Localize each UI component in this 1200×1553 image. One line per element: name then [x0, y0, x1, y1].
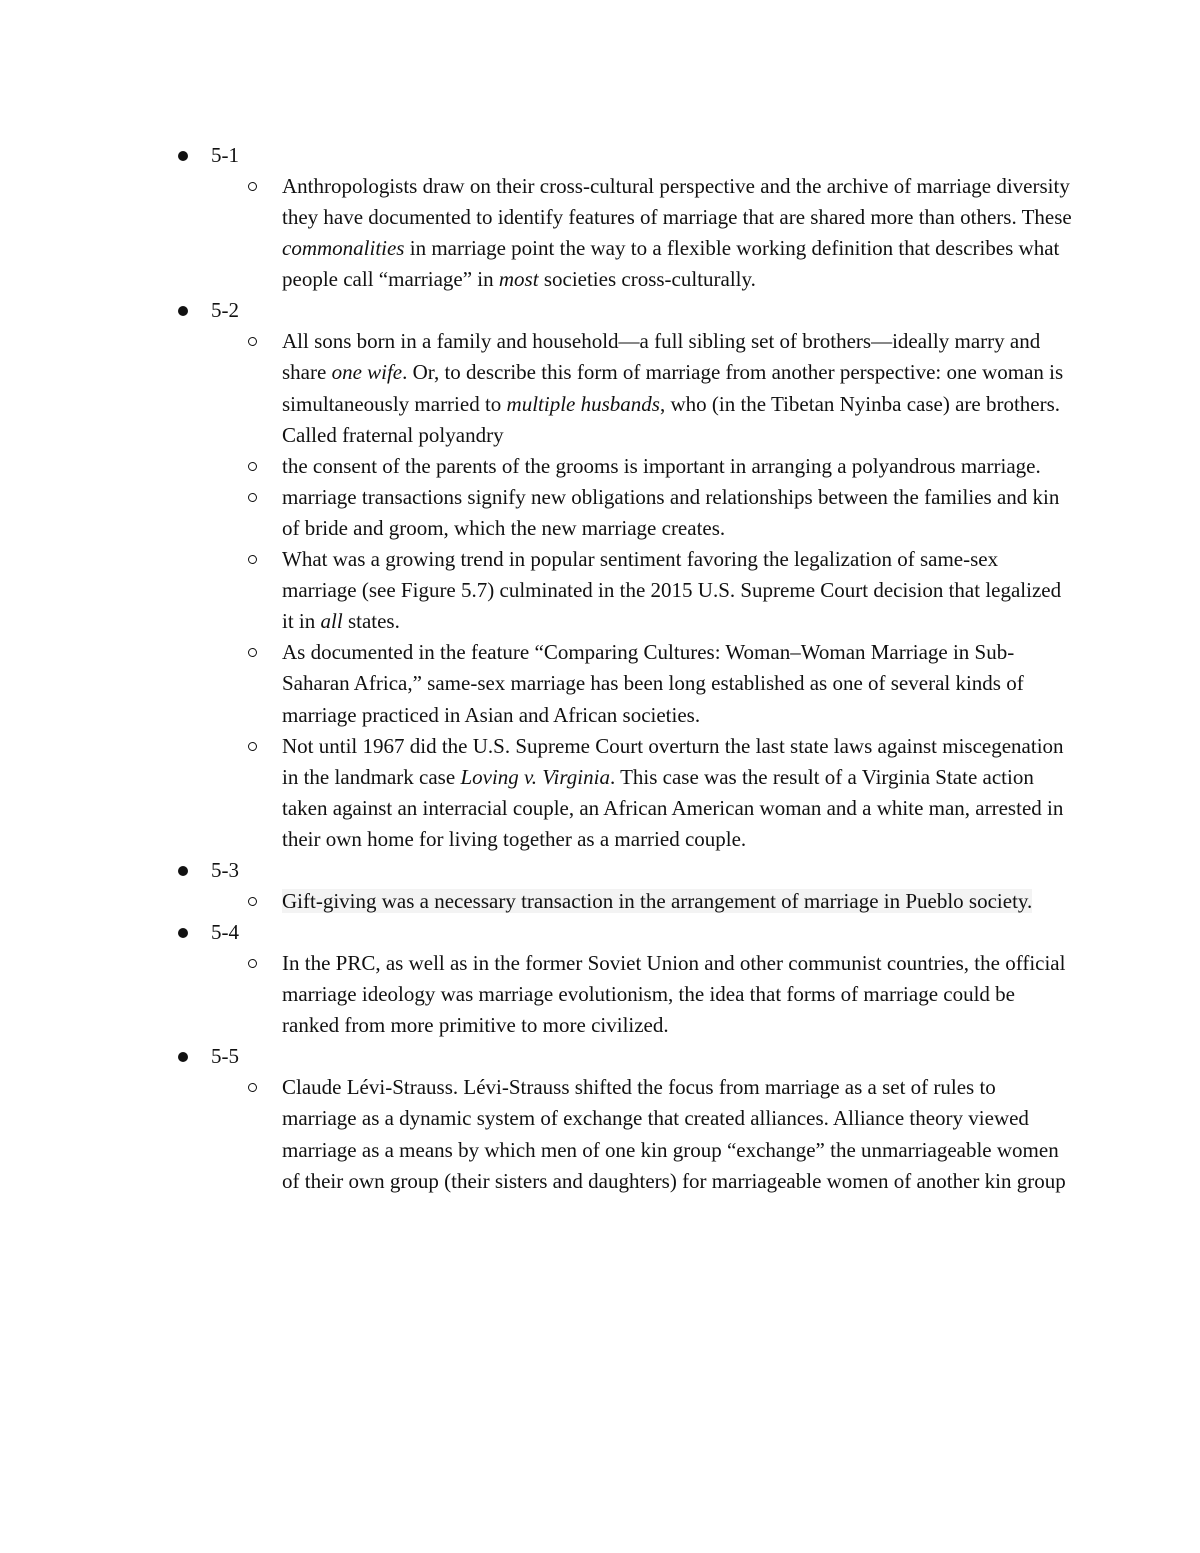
text-run: , who (in the Tibetan Nyinba case) are brothers. Called fraternal polyandry	[282, 391, 1061, 447]
text-run: Anthropologists draw on their cross-cultural perspective and the archive of marriage diversity they have documented to identify features of marriage that are shared more than others. These	[282, 174, 1072, 230]
outline-section	[0, 855, 1200, 917]
hollow-bullet-icon	[248, 182, 257, 191]
text-run: Claude Lévi-Strauss. Lévi-Strauss shifted the focus from marriage as a set of rules to marriage as a dynamic system of exchange that created alliances. Alliance theory viewed marriage as a means by which men of one kin group “exchange” the unmarriageable women of their own group (their sisters and daughters) for marriageable women of another kin group	[282, 1075, 1066, 1193]
outline-section	[0, 140, 1200, 295]
italic-text: commonalities	[282, 236, 405, 261]
text-run: As documented in the feature “Comparing Cultures: Woman–Woman Marriage in Sub-Saharan Africa,” same-sex marriage has been long established as one of several kinds of marriage practiced in Asian and African societies.	[282, 640, 1024, 727]
section-label: 5-4	[211, 920, 239, 945]
outline-sub-item	[0, 731, 1072, 855]
filled-bullet-icon	[178, 151, 188, 161]
sub-item-text	[282, 948, 1072, 1041]
italic-text: most	[498, 267, 539, 292]
outline-section	[0, 295, 1200, 855]
text-run: in marriage point the way to a flexible working definition that describes what people call “marriage” in	[282, 236, 1060, 292]
outline-sub-item	[0, 886, 1072, 917]
hollow-bullet-icon	[248, 648, 257, 657]
hollow-bullet-icon	[248, 742, 257, 751]
italic-text: all	[320, 609, 343, 634]
sub-item-text	[282, 886, 1072, 917]
text-run: states.	[342, 609, 400, 634]
section-heading	[0, 1041, 1200, 1072]
outline-sub-item	[0, 171, 1072, 295]
text-run: . Or, to describe this form of marriage from another perspective: one woman is simultaneously married to	[282, 360, 1064, 416]
section-label: 5-1	[211, 143, 239, 167]
text-run: Gift-giving was a necessary transaction in the arrangement of marriage in Pueblo society.	[282, 888, 1033, 913]
sub-item-text	[282, 1072, 1072, 1196]
section-heading	[0, 295, 1200, 326]
outline-section	[0, 917, 1200, 1041]
sub-item-text	[282, 482, 1072, 544]
text-run: Not until 1967 did the U.S. Supreme Court overturn the last state laws against miscegenation in the landmark case	[282, 733, 1064, 789]
outline-sub-item	[0, 326, 1072, 450]
section-heading	[0, 140, 1200, 171]
section-heading	[0, 917, 1200, 948]
text-run: . This case was the result of a Virginia State action taken against an interracial couple, an African American woman and a white man, arrested in their own home for living together as a married couple.	[282, 764, 1064, 851]
filled-bullet-icon	[178, 928, 188, 938]
hollow-bullet-icon	[248, 897, 257, 906]
outline-sub-item	[0, 1072, 1072, 1196]
sub-item-text	[282, 544, 1072, 637]
hollow-bullet-icon	[248, 555, 257, 564]
section-label: 5-3	[211, 857, 239, 882]
section-label: 5-5	[211, 1044, 239, 1069]
bulleted-outline	[0, 140, 1200, 1197]
filled-bullet-icon	[178, 1052, 188, 1062]
outline-sub-item	[0, 637, 1072, 730]
document-page	[0, 140, 1200, 1197]
filled-bullet-icon	[178, 866, 188, 876]
text-run: the consent of the parents of the grooms is important in arranging a polyandrous marriage.	[282, 453, 1041, 478]
hollow-bullet-icon	[248, 462, 257, 471]
outline-sub-item	[0, 482, 1072, 544]
text-run: All sons born in a family and household—a full sibling set of brothers—ideally marry and share	[282, 329, 1041, 385]
hollow-bullet-icon	[248, 1083, 257, 1092]
italic-text: multiple husbands	[506, 391, 660, 416]
section-label: 5-2	[211, 298, 239, 323]
italic-text: one wife	[331, 360, 403, 385]
text-run: In the PRC, as well as in the former Soviet Union and other communist countries, the official marriage ideology was marriage evolutionism, the idea that forms of marriage could be ranked from more primitive to more civilized.	[282, 951, 1066, 1038]
hollow-bullet-icon	[248, 959, 257, 968]
outline-section	[0, 1041, 1200, 1196]
sub-item-text	[282, 326, 1072, 450]
outline-sub-item	[0, 451, 1072, 482]
outline-sub-item	[0, 948, 1072, 1041]
text-run: What was a growing trend in popular sentiment favoring the legalization of same-sex marriage (see Figure 5.7) culminated in the 2015 U.S. Supreme Court decision that legalized it in	[282, 547, 1062, 634]
sub-item-text	[282, 637, 1072, 730]
outline-sub-item	[0, 544, 1072, 637]
hollow-bullet-icon	[248, 493, 257, 502]
sub-item-text	[282, 171, 1072, 295]
filled-bullet-icon	[178, 306, 188, 316]
italic-text: Loving v. Virginia	[460, 764, 610, 789]
sub-item-text	[282, 451, 1072, 482]
section-heading	[0, 855, 1200, 886]
sub-item-text	[282, 731, 1072, 855]
text-run: marriage transactions signify new obligations and relationships between the families and kin of bride and groom, which the new marriage creates.	[282, 484, 1060, 540]
hollow-bullet-icon	[248, 337, 257, 346]
text-run: societies cross-culturally.	[538, 267, 756, 292]
